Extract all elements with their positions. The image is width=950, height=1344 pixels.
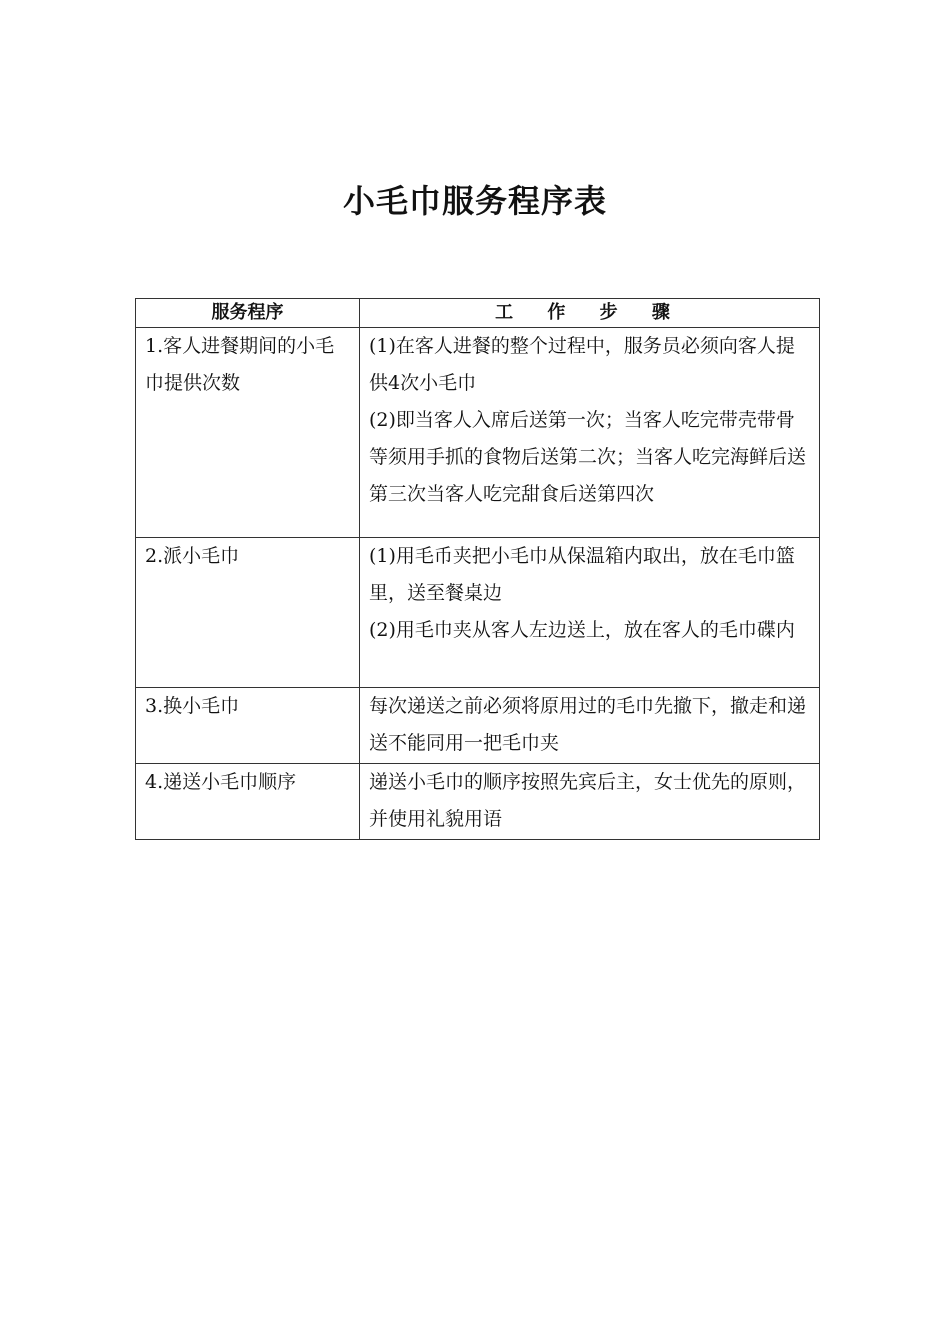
document-title: 小毛巾服务程序表 <box>342 182 607 220</box>
work-steps-cell <box>360 538 820 688</box>
procedure-cell: 1.客人进餐期间的小毛巾提供次数 <box>136 328 360 538</box>
procedure-cell: 2.派小毛巾 <box>136 538 360 688</box>
work-steps-cell <box>360 764 820 840</box>
table-header-row <box>136 299 820 328</box>
table-row <box>136 764 820 840</box>
work-step: (1)用毛币夹把小毛巾从保温箱内取出，放在毛巾篮里，送至餐桌边 <box>369 545 795 604</box>
header-procedure: 服务程序 <box>136 299 360 328</box>
work-step: 每次递送之前必须将原用过的毛巾先撤下，撤走和递送不能同用一把毛巾夹 <box>369 695 807 754</box>
work-step: (2)用毛巾夹从客人左边送上，放在客人的毛巾碟内 <box>369 619 795 641</box>
work-step: (1)在客人进餐的整个过程中，服务员必须向客人提供4次小毛巾 <box>369 335 795 394</box>
work-steps-cell <box>360 688 820 764</box>
work-step: 递送小毛巾的顺序按照先宾后主，女士优先的原则，并使用礼貌用语 <box>369 771 807 830</box>
work-steps-cell <box>360 328 820 538</box>
procedure-cell: 3.换小毛巾 <box>136 688 360 764</box>
table-row <box>136 328 820 538</box>
service-procedure-table <box>135 298 820 840</box>
work-step: (2)即当客人入席后送第一次；当客人吃完带壳带骨等须用手抓的食物后送第二次；当客人吃完海鲜后送第三次当客人吃完甜食后送第四次 <box>369 409 807 505</box>
table-row <box>136 538 820 688</box>
header-work-steps: 工 作 步 骤 <box>360 299 820 328</box>
procedure-cell: 4.递送小毛巾顺序 <box>136 764 360 840</box>
table-row <box>136 688 820 764</box>
